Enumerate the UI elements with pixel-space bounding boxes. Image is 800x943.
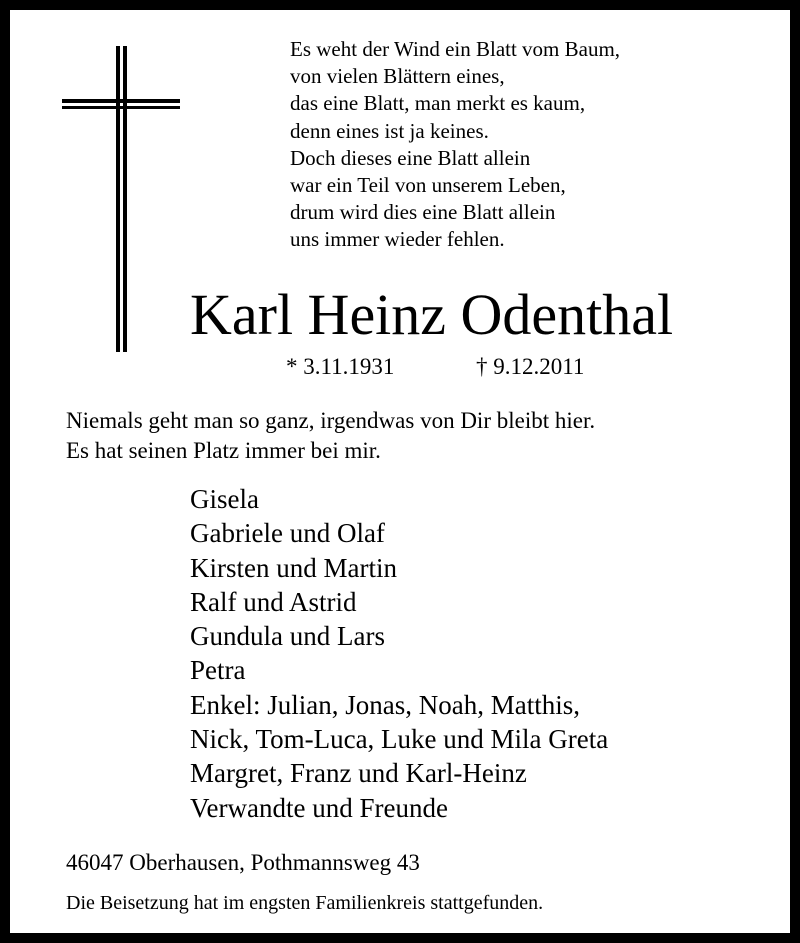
poem-line: Doch dieses eine Blatt allein	[290, 145, 531, 170]
poem-line: von vielen Blättern eines,	[290, 64, 505, 89]
mourner-line: Gabriele und Olaf	[190, 518, 385, 549]
cross-vertical-bar-left	[116, 46, 120, 352]
cross-vertical-bar-right	[123, 46, 127, 352]
mourner-line: Petra	[190, 655, 246, 686]
mourner-line: Gisela	[190, 484, 259, 514]
cross-horizontal-bar-top	[62, 99, 180, 103]
poem-line: drum wird dies eine Blatt allein	[290, 200, 556, 225]
mourner-line: Verwandte und Freunde	[190, 792, 448, 823]
burial-notice: Die Beisetzung hat im engsten Familienkreis stattgefunden.	[66, 892, 544, 914]
address: 46047 Oberhausen, Pothmannsweg 43	[66, 850, 420, 875]
mourner-line: Enkel: Julian, Jonas, Noah, Matthis,	[190, 689, 580, 720]
poem-line: uns immer wieder fehlen.	[290, 227, 505, 252]
poem-line: denn eines ist ja keines.	[290, 118, 489, 143]
death-date: † 9.12.2011	[476, 354, 585, 379]
mourner-line: Margret, Franz und Karl-Heinz	[190, 758, 527, 789]
birth-date: * 3.11.1931	[286, 354, 395, 379]
cross-icon	[62, 46, 180, 352]
mourner-line: Ralf und Astrid	[190, 586, 357, 617]
poem-line: das eine Blatt, man merkt es kaum,	[290, 91, 586, 116]
mourners-list	[190, 482, 608, 825]
cross-horizontal-bar-bottom	[62, 106, 180, 109]
poem	[290, 36, 620, 254]
deceased-name: Karl Heinz Odenthal	[190, 282, 674, 347]
mourner-line: Gundula und Lars	[190, 621, 385, 652]
mourner-line: Kirsten und Martin	[190, 552, 397, 583]
poem-line: Es weht der Wind ein Blatt vom Baum,	[290, 37, 621, 61]
saying	[66, 406, 595, 466]
saying-line: Es hat seinen Platz immer bei mir.	[66, 438, 381, 463]
saying-line: Niemals geht man so ganz, irgendwas von Dir bleibt hier.	[66, 408, 596, 433]
poem-line: war ein Teil von unserem Leben,	[290, 173, 566, 198]
mourner-line: Nick, Tom-Luca, Luke und Mila Greta	[190, 724, 609, 755]
